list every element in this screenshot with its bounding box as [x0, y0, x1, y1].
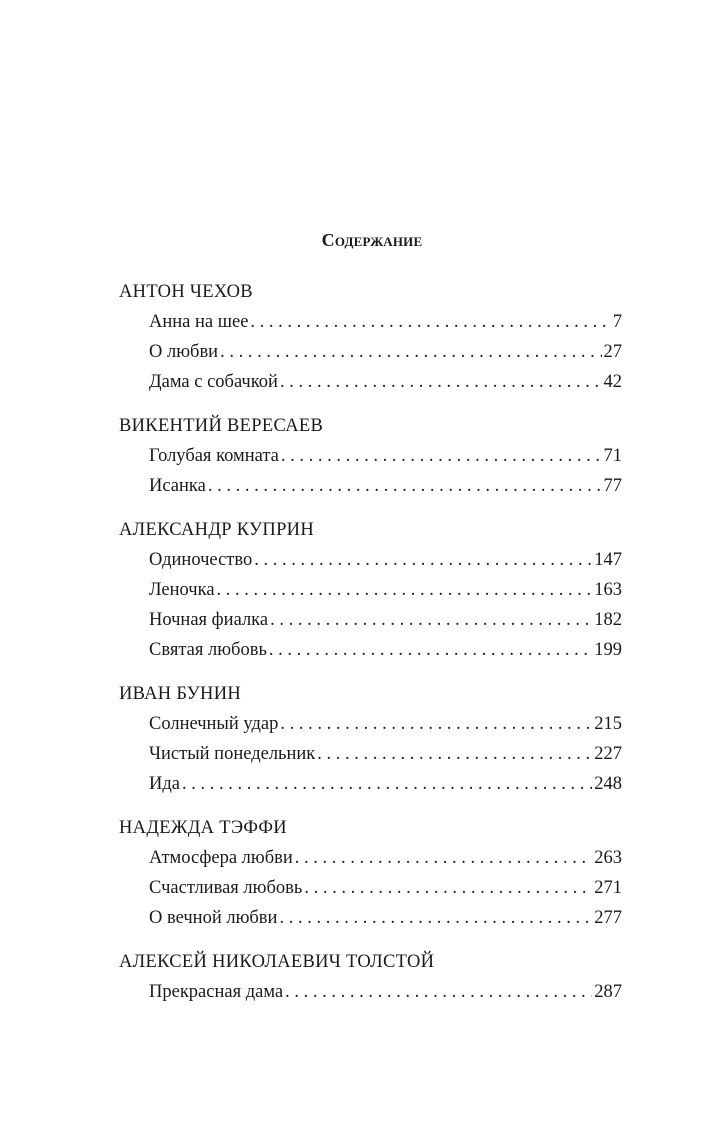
dot-leader — [208, 471, 602, 501]
table-of-contents — [119, 277, 622, 1021]
entry-title: Солнечный удар — [149, 714, 279, 734]
toc-entry — [119, 575, 622, 605]
dot-leader — [182, 769, 592, 799]
toc-entry — [119, 441, 622, 471]
dot-leader — [250, 307, 610, 337]
toc-entry — [119, 709, 622, 739]
toc-section — [119, 411, 622, 501]
dot-leader — [304, 873, 592, 903]
toc-entry — [119, 843, 622, 873]
page-number: 199 — [594, 640, 622, 660]
entry-title: Голубая комната — [149, 446, 279, 466]
toc-section — [119, 277, 622, 397]
page-number: 182 — [594, 610, 622, 630]
entry-title: О вечной любви — [149, 908, 278, 928]
toc-entry — [119, 739, 622, 769]
dot-leader — [217, 575, 593, 605]
toc-entry — [119, 605, 622, 635]
toc-section — [119, 947, 622, 1007]
toc-entry — [119, 977, 622, 1007]
toc-entry — [119, 307, 622, 337]
page-number: 27 — [603, 342, 622, 362]
page-number: 215 — [594, 714, 622, 734]
dot-leader — [295, 843, 592, 873]
entry-title: О любви — [149, 342, 219, 362]
page-number: 248 — [594, 774, 622, 794]
page-number: 271 — [594, 878, 622, 898]
entry-title: Анна на шее — [149, 312, 249, 332]
entry-title: Святая любовь — [149, 640, 267, 660]
toc-section — [119, 813, 622, 933]
entry-title: Атмосфера любви — [149, 848, 293, 868]
author-name: ИВАН БУНИН — [119, 684, 242, 704]
dot-leader — [269, 635, 592, 665]
toc-entry — [119, 903, 622, 933]
entry-title: Счастливая любовь — [149, 878, 303, 898]
dot-leader — [280, 367, 602, 397]
dot-leader — [270, 605, 592, 635]
toc-entry — [119, 769, 622, 799]
entry-title: Одиночество — [149, 550, 253, 570]
page-number: 147 — [594, 550, 622, 570]
toc-entry — [119, 873, 622, 903]
page-number: 163 — [594, 580, 622, 600]
page-number: 277 — [594, 908, 622, 928]
author-name: АЛЕКСАНДР КУПРИН — [119, 520, 314, 540]
entry-title: Исанка — [149, 476, 206, 496]
page-title: Содержание — [321, 230, 423, 250]
page-number: 227 — [594, 744, 622, 764]
page-number: 42 — [603, 372, 622, 392]
toc-entry — [119, 337, 622, 367]
toc-entry — [119, 545, 622, 575]
entry-title: Леночка — [149, 580, 215, 600]
page-number: 263 — [594, 848, 622, 868]
dot-leader — [281, 441, 602, 471]
author-name: ВИКЕНТИЙ ВЕРЕСАЕВ — [119, 416, 324, 436]
author-name: АЛЕКСЕЙ НИКОЛАЕВИЧ ТОЛСТОЙ — [119, 952, 435, 972]
dot-leader — [254, 545, 592, 575]
toc-section — [119, 679, 622, 799]
page-number: 77 — [603, 476, 622, 496]
toc-entry — [119, 471, 622, 501]
entry-title: Ида — [149, 774, 180, 794]
entry-title: Ночная фиалка — [149, 610, 269, 630]
entry-title: Чистый понедельник — [149, 744, 316, 764]
entry-title: Прекрасная дама — [149, 982, 284, 1002]
toc-entry — [119, 367, 622, 397]
dot-leader — [285, 977, 592, 1007]
entry-title: Дама с собачкой — [149, 372, 278, 392]
page-number: 287 — [594, 982, 622, 1002]
dot-leader — [317, 739, 592, 769]
author-name: АНТОН ЧЕХОВ — [119, 282, 253, 302]
toc-entry — [119, 635, 622, 665]
page-number: 71 — [603, 446, 622, 466]
dot-leader — [220, 337, 601, 367]
author-name: НАДЕЖДА ТЭФФИ — [119, 818, 287, 838]
dot-leader — [280, 709, 592, 739]
dot-leader — [279, 903, 592, 933]
page-number: 7 — [612, 312, 622, 332]
toc-section — [119, 515, 622, 665]
